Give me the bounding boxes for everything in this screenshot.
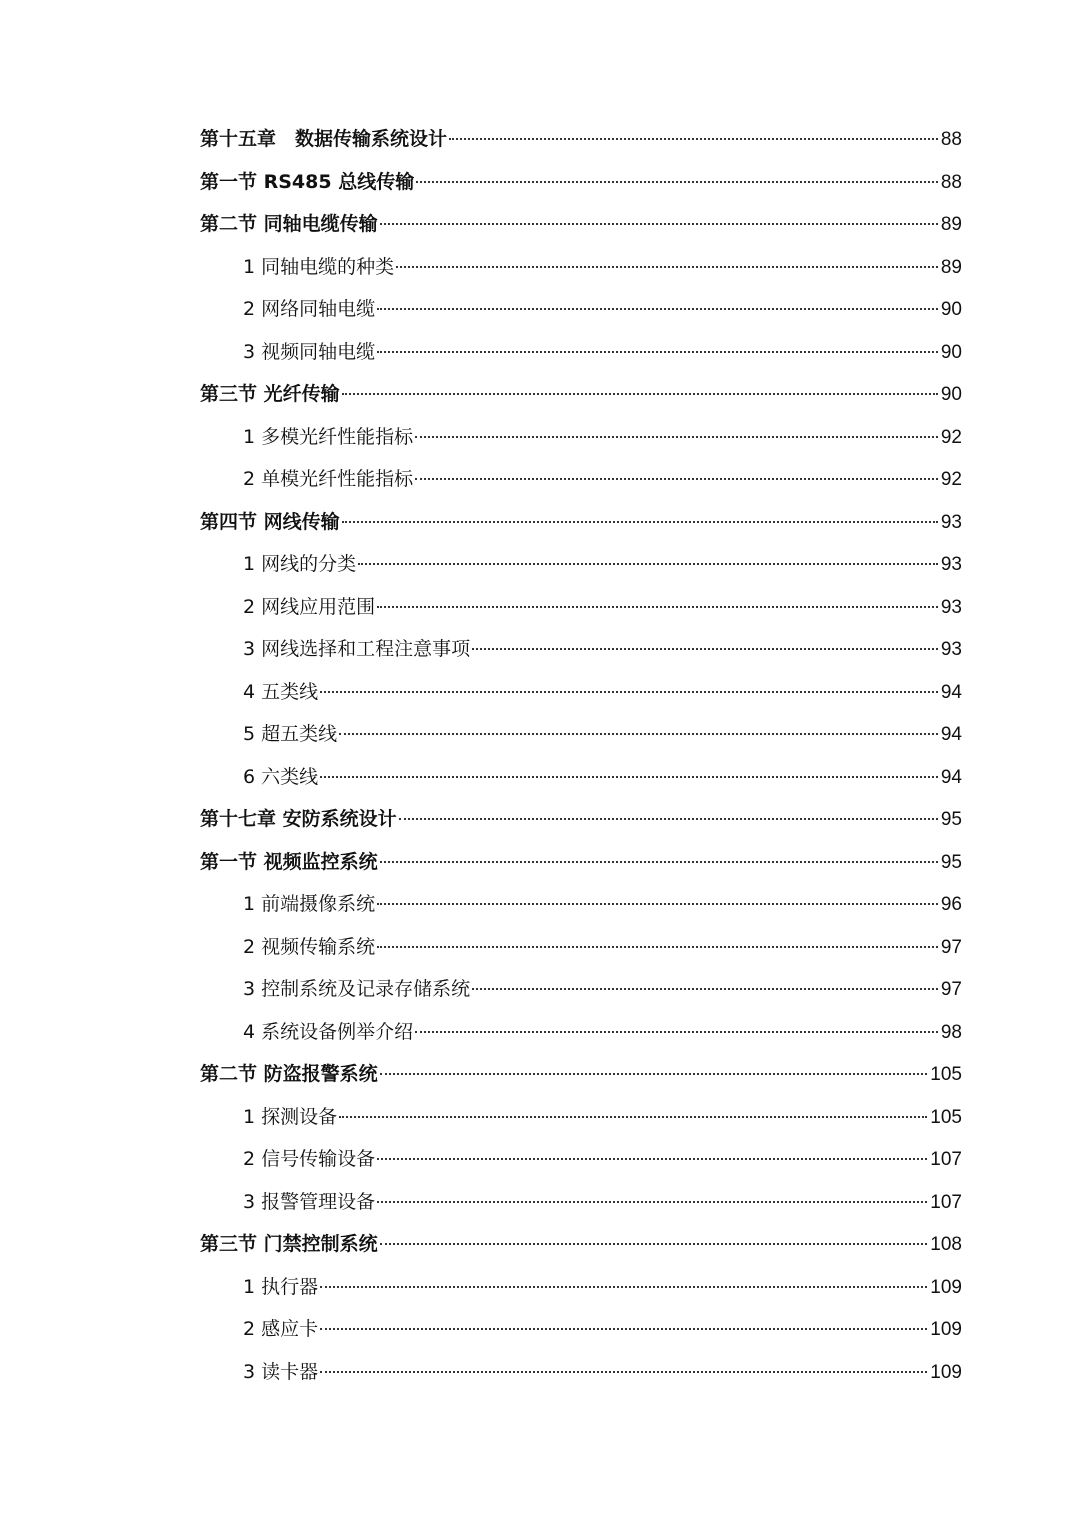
toc-entry[interactable]	[200, 883, 962, 926]
toc-entry[interactable]	[200, 586, 962, 629]
toc-dot-leader	[320, 1371, 927, 1373]
toc-entry[interactable]	[200, 501, 962, 544]
toc-entry[interactable]	[200, 1351, 962, 1394]
toc-dot-leader	[377, 308, 938, 310]
toc-entry-page: 90	[940, 384, 962, 405]
toc-entry-page: 88	[940, 129, 962, 150]
toc-dot-leader	[380, 861, 938, 863]
toc-entry[interactable]	[200, 1266, 962, 1309]
toc-dot-leader	[342, 521, 938, 523]
toc-entry-title: 4 五类线	[243, 680, 319, 703]
toc-dot-leader	[377, 606, 938, 608]
toc-dot-leader	[377, 351, 938, 353]
toc-entry-title: 2 视频传输系统	[243, 935, 376, 958]
toc-entry[interactable]	[200, 1096, 962, 1139]
toc-entry-title: 2 感应卡	[243, 1318, 319, 1340]
toc-entry[interactable]	[200, 1138, 962, 1181]
toc-entry-title: 3 报警管理设备	[243, 1190, 376, 1213]
toc-entry-page: 94	[940, 766, 962, 788]
toc-entry-page: 107	[930, 1149, 962, 1170]
toc-entry[interactable]	[200, 373, 962, 416]
toc-dot-leader	[377, 903, 938, 905]
toc-dot-leader	[415, 478, 938, 480]
toc-entry-title: 第十五章 数据传输系统设计	[200, 128, 448, 150]
toc-dot-leader	[416, 181, 938, 183]
toc-entry-page: 105	[930, 1106, 962, 1128]
toc-entry-page: 92	[940, 469, 962, 490]
toc-entry-page: 89	[940, 256, 962, 278]
toc-entry-page: 97	[940, 979, 962, 1000]
toc-entry-title: 1 多模光纤性能指标	[243, 425, 414, 448]
toc-entry[interactable]	[200, 543, 962, 586]
toc-dot-leader	[396, 266, 938, 268]
toc-entry[interactable]	[200, 331, 962, 374]
toc-entry-page: 98	[940, 1021, 962, 1043]
toc-entry-page: 94	[940, 724, 962, 745]
toc-entry[interactable]	[200, 1011, 962, 1054]
toc-entry[interactable]	[200, 1053, 962, 1096]
toc-entry-page: 96	[940, 894, 962, 915]
toc-entry-page: 105	[930, 1064, 962, 1085]
toc-entry-page: 93	[940, 511, 962, 533]
toc-entry[interactable]	[200, 1223, 962, 1266]
toc-dot-leader	[320, 1328, 927, 1330]
toc-entry-title: 第三节 光纤传输	[200, 383, 340, 405]
toc-entry-title: 第一节 视频监控系统	[200, 850, 378, 873]
toc-entry[interactable]	[200, 756, 962, 799]
toc-dot-leader	[377, 1158, 927, 1160]
toc-entry[interactable]	[200, 118, 962, 161]
toc-entry-page: 95	[940, 851, 962, 873]
toc-entry[interactable]	[200, 671, 962, 714]
toc-entry-title: 2 网络同轴电缆	[243, 298, 376, 320]
toc-entry-page: 107	[930, 1191, 962, 1213]
toc-entry[interactable]	[200, 798, 962, 841]
toc-dot-leader	[339, 1116, 927, 1118]
toc-entry[interactable]	[200, 1308, 962, 1351]
toc-entry-title: 2 网线应用范围	[243, 595, 376, 618]
toc-dot-leader	[377, 946, 938, 948]
toc-entry[interactable]	[200, 968, 962, 1011]
toc-dot-leader	[358, 563, 938, 565]
toc-entry-page: 90	[940, 299, 962, 320]
toc-entry-page: 94	[940, 681, 962, 703]
toc-dot-leader	[342, 393, 938, 395]
toc-entry-title: 3 网线选择和工程注意事项	[243, 638, 471, 660]
toc-entry-page: 109	[930, 1276, 962, 1298]
toc-dot-leader	[320, 1286, 927, 1288]
toc-entry-title: 第十七章 安防系统设计	[200, 808, 397, 830]
toc-entry[interactable]	[200, 628, 962, 671]
toc-entry[interactable]	[200, 458, 962, 501]
toc-entry-title: 1 网线的分类	[243, 553, 357, 575]
toc-entry-title: 3 控制系统及记录存储系统	[243, 978, 471, 1000]
toc-entry-title: 5 超五类线	[243, 723, 338, 745]
toc-entry-title: 2 信号传输设备	[243, 1148, 376, 1170]
toc-entry-title: 第四节 网线传输	[200, 510, 340, 533]
toc-dot-leader	[415, 436, 938, 438]
toc-entry[interactable]	[200, 926, 962, 969]
toc-entry-page: 108	[930, 1234, 962, 1255]
toc-dot-leader	[449, 138, 938, 140]
toc-entry[interactable]	[200, 841, 962, 884]
toc-dot-leader	[415, 1031, 938, 1033]
toc-entry[interactable]	[200, 246, 962, 289]
toc-entry-title: 3 视频同轴电缆	[243, 340, 376, 363]
toc-dot-leader	[380, 1243, 928, 1245]
toc-entry-page: 93	[940, 596, 962, 618]
toc-entry[interactable]	[200, 203, 962, 246]
toc-entry-page: 92	[940, 426, 962, 448]
toc-entry[interactable]	[200, 288, 962, 331]
toc-dot-leader	[472, 648, 938, 650]
toc-dot-leader	[380, 1073, 928, 1075]
toc-entry-title: 第三节 门禁控制系统	[200, 1233, 378, 1255]
toc-entry-title: 4 系统设备例举介绍	[243, 1020, 414, 1043]
toc-entry-page: 89	[940, 214, 962, 235]
toc-entry-title: 2 单模光纤性能指标	[243, 468, 414, 490]
toc-entry-title: 第二节 同轴电缆传输	[200, 213, 378, 235]
toc-entry-title: 1 执行器	[243, 1275, 319, 1298]
toc-dot-leader	[320, 691, 938, 693]
toc-entry-page: 93	[940, 554, 962, 575]
toc-entry-title: 第一节 RS485 总线传输	[200, 170, 415, 193]
toc-entry-page: 109	[930, 1361, 962, 1383]
toc-dot-leader	[399, 818, 938, 820]
toc-entry-page: 97	[940, 936, 962, 958]
toc-dot-leader	[377, 1201, 927, 1203]
toc-entry-page: 109	[930, 1319, 962, 1340]
toc-entry-title: 1 前端摄像系统	[243, 893, 376, 915]
toc-entry-page: 93	[940, 639, 962, 660]
toc-entry-title: 1 探测设备	[243, 1105, 338, 1128]
toc-entry[interactable]	[200, 161, 962, 204]
toc-dot-leader	[320, 776, 938, 778]
toc-entry-title: 第二节 防盗报警系统	[200, 1063, 378, 1085]
toc-entry[interactable]	[200, 713, 962, 756]
toc-entry-title: 6 六类线	[243, 765, 319, 788]
toc-dot-leader	[380, 223, 938, 225]
toc-dot-leader	[472, 988, 938, 990]
table-of-contents	[200, 118, 962, 1393]
toc-dot-leader	[339, 733, 938, 735]
toc-entry-page: 88	[940, 171, 962, 193]
toc-entry-title: 1 同轴电缆的种类	[243, 255, 395, 278]
toc-entry-page: 95	[940, 809, 962, 830]
toc-entry-title: 3 读卡器	[243, 1360, 319, 1383]
toc-entry-page: 90	[940, 341, 962, 363]
toc-entry[interactable]	[200, 1181, 962, 1224]
toc-entry[interactable]	[200, 416, 962, 459]
